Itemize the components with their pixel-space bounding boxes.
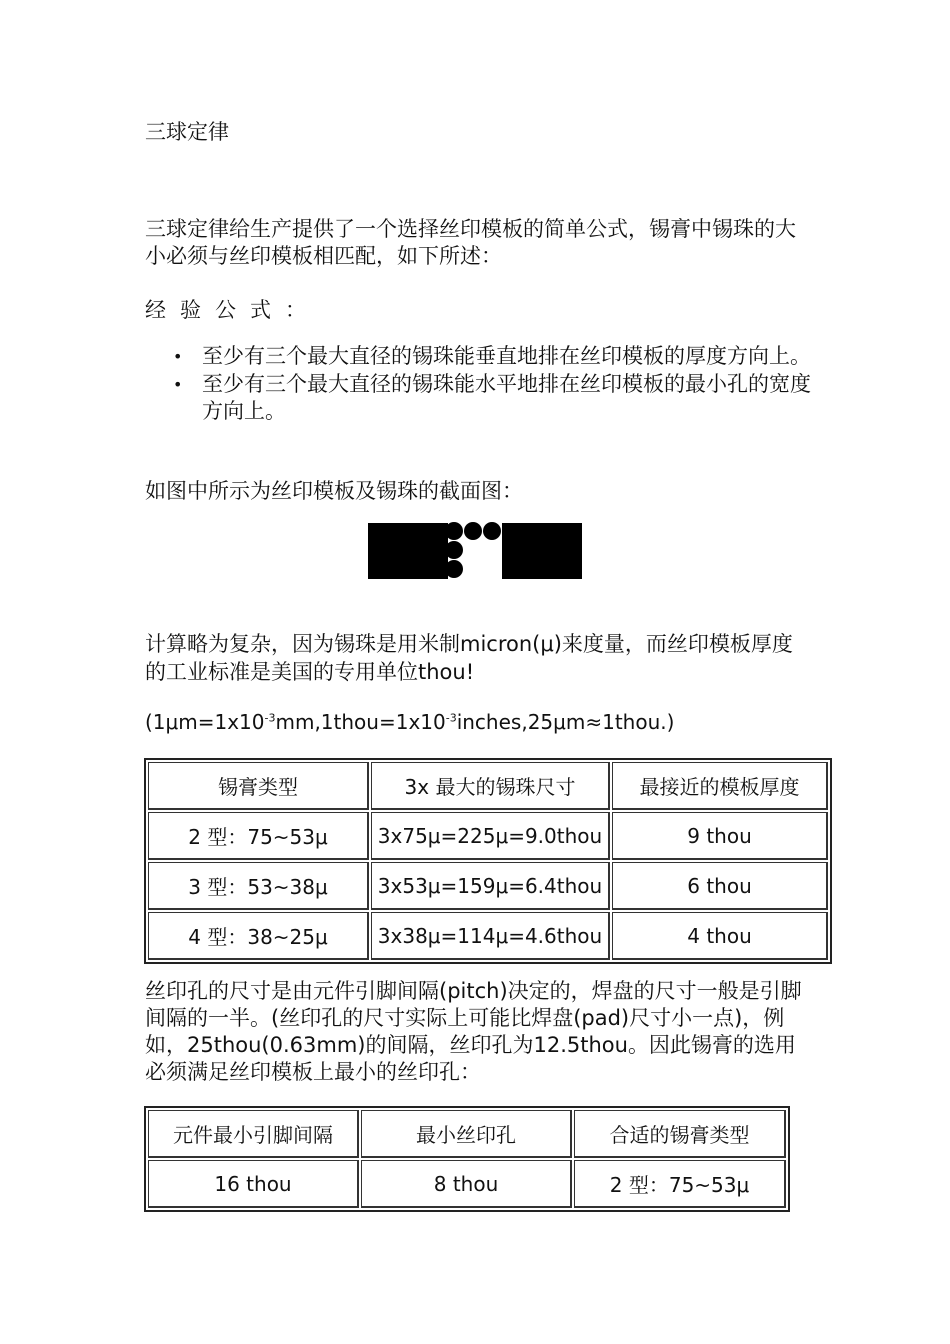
table-cell: 3x38μ=114μ=4.6thou: [371, 912, 610, 960]
bullet-icon: •: [173, 375, 183, 394]
stencil-cross-section-figure: [368, 519, 584, 581]
list-item: [145, 371, 815, 425]
table-row: [148, 912, 828, 960]
stencil-thickness-table: [144, 758, 832, 964]
table-header-cell: 3x 最大的锡珠尺寸: [371, 762, 610, 810]
table-cell: 9 thou: [612, 812, 828, 860]
table-header-cell: 元件最小引脚间隔: [148, 1110, 359, 1158]
table-row: [148, 1160, 786, 1208]
table-cell: 3x75μ=225μ=9.0thou: [371, 812, 610, 860]
pitch-note-paragraph: 丝印孔的尺寸是由元件引脚间隔(pitch)决定的，焊盘的尺寸一般是引脚间隔的一半。(丝印孔的尺寸实际上可能比焊盘(pad)尺寸小一点)，例如，25thou(0.63mm)的间隔，丝印孔为12.5thou。因此锡膏的选用必须满足丝印模板上最小的丝印孔：: [145, 979, 802, 1084]
table-cell: 3x53μ=159μ=6.4thou: [371, 862, 610, 910]
unit-conversion: $(1\mu m=1x10^{-3}mm,1thou=1x10^{-3}inches,25\mu m\approx 1thou.)$: [145, 710, 675, 734]
solder-ball: [445, 541, 463, 559]
table-cell: 2 型：75~53μ: [574, 1160, 786, 1208]
figure-caption: 如图中所示为丝印模板及锡珠的截面图：: [145, 479, 523, 503]
table-header-row: [148, 762, 828, 810]
solder-ball: [483, 522, 501, 540]
stencil-right-block: [502, 523, 582, 579]
table-cell: 2 型：75~53μ: [148, 812, 369, 860]
table-cell: 16 thou: [148, 1160, 359, 1208]
table-cell: 8 thou: [361, 1160, 572, 1208]
table-cell: 6 thou: [612, 862, 828, 910]
table-row: [148, 862, 828, 910]
bullet-icon: •: [173, 347, 183, 366]
solder-ball: [464, 522, 482, 540]
table-header-cell: 最接近的模板厚度: [612, 762, 828, 810]
table-header-cell: 锡膏类型: [148, 762, 369, 810]
calc-note-paragraph: 计算略为复杂，因为锡珠是用米制micron(μ)来度量，而丝印模板厚度的工业标准是美国的专用单位thou!: [145, 632, 793, 684]
table-header-cell: 最小丝印孔: [361, 1110, 572, 1158]
table-header-row: [148, 1110, 786, 1158]
page-title: 三球定律: [145, 120, 229, 144]
solder-ball: [445, 560, 463, 578]
intro-paragraph: 三球定律给生产提供了一个选择丝印模板的简单公式，锡膏中锡珠的大小必须与丝印模板相匹配，如下所述：: [145, 217, 796, 268]
list-item: [145, 343, 815, 370]
table-cell: 4 型：38~25μ: [148, 912, 369, 960]
stencil-left-block: [368, 523, 448, 579]
rule-text: 至少有三个最大直径的锡珠能垂直地排在丝印模板的厚度方向上。: [202, 344, 811, 368]
table-header-cell: 合适的锡膏类型: [574, 1110, 786, 1158]
table-cell: 3 型：53~38μ: [148, 862, 369, 910]
formula-heading: 经验公式：: [145, 298, 320, 322]
table-row: [148, 812, 828, 860]
rule-text: 至少有三个最大直径的锡珠能水平地排在丝印模板的最小孔的宽度方向上。: [202, 372, 811, 423]
solder-ball: [445, 522, 463, 540]
table-cell: 4 thou: [612, 912, 828, 960]
paste-selection-table: [144, 1106, 790, 1212]
rules-list: [145, 343, 815, 425]
